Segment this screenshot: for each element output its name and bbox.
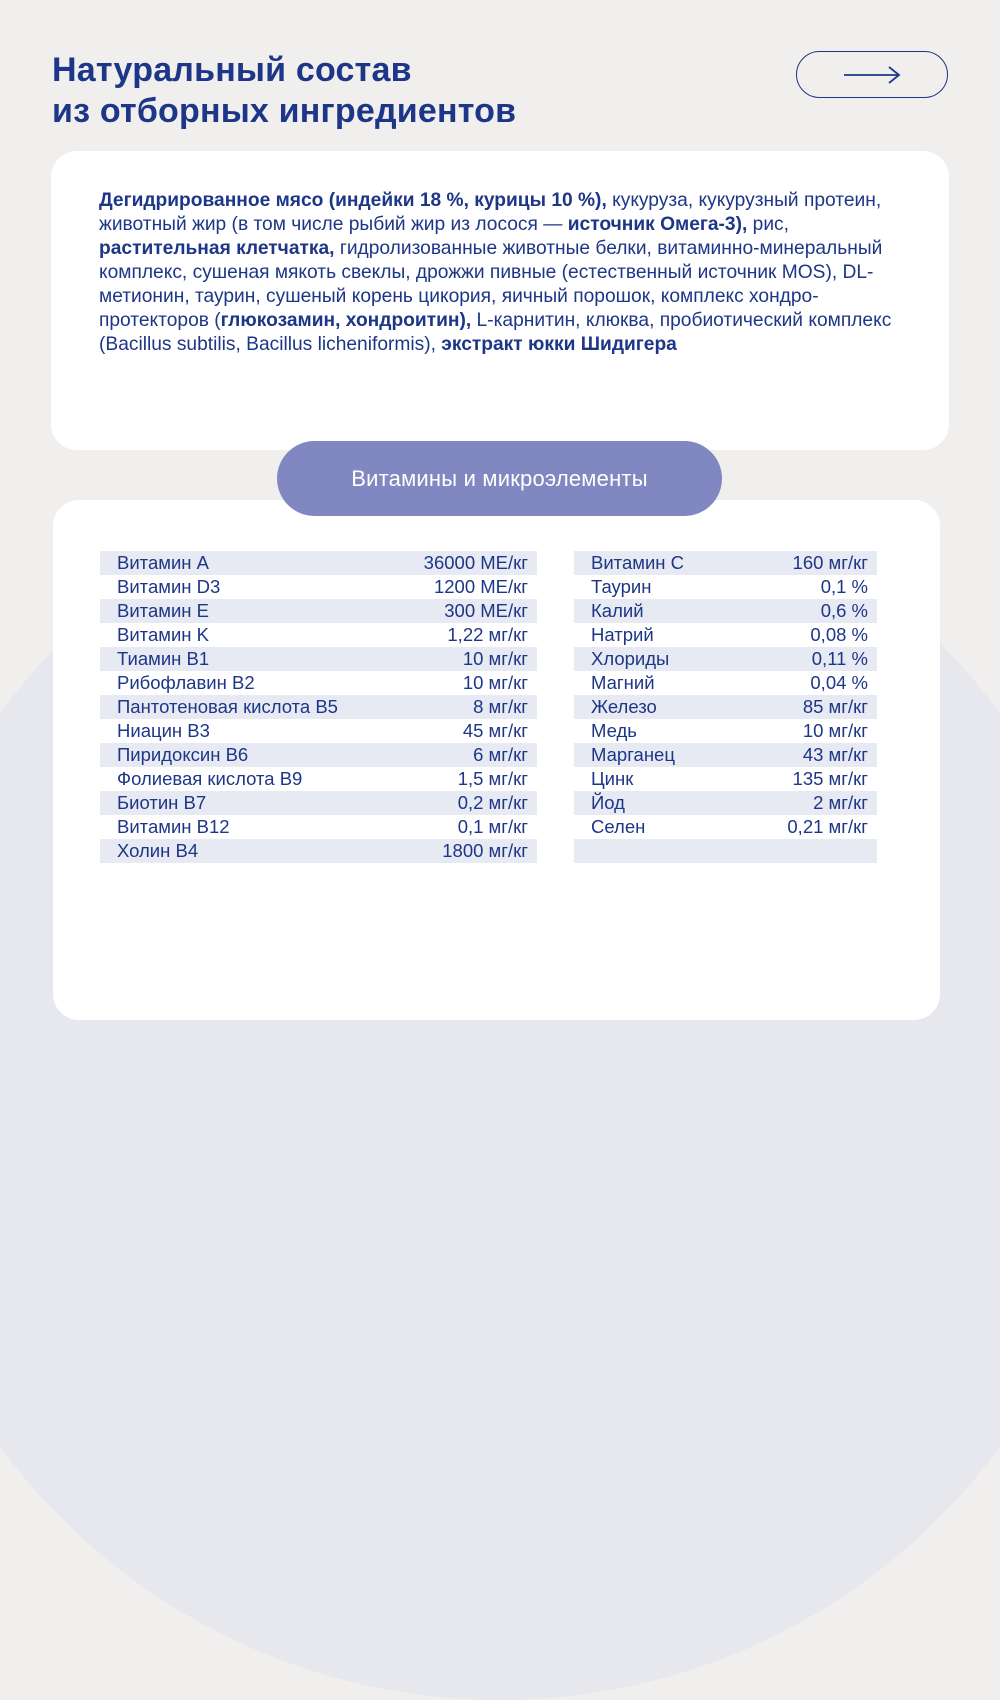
nutrient-row — [574, 839, 877, 863]
arrow-right-icon — [842, 65, 902, 85]
nutrient-value: 0,1 % — [820, 576, 868, 597]
composition-segment: гидролизованные животные белки, витаминно-минеральный комплекс, сушеная мякоть свеклы, дрожжи пивные (естественный источник MOS), DL-метионин, таурин, сушеный корень цикория, яичный порошок, комплекс хондро-протекторов ( — [99, 238, 883, 331]
nutrient-value: 0,08 % — [810, 624, 868, 645]
nutrient-value: 2 мг/кг — [813, 792, 868, 813]
nutrient-name: Калий — [591, 600, 644, 621]
nutrient-row — [100, 695, 537, 719]
nutrient-value: 0,1 мг/кг — [457, 816, 528, 837]
nutrient-name: Натрий — [591, 624, 654, 645]
nutrients-card — [53, 500, 940, 1020]
nutrient-row — [574, 599, 877, 623]
nutrient-value: 10 мг/кг — [462, 648, 528, 669]
nutrient-value: 1800 мг/кг — [442, 840, 528, 861]
nutrient-value: 45 мг/кг — [462, 720, 528, 741]
nutrient-value: 1200 МЕ/кг — [433, 576, 528, 597]
composition-segment: L-карнитин, клюква, пробиотический комплекс (Bacillus subtilis, Bacillus licheniformis), — [99, 310, 892, 355]
nutrients-column-vitamins — [100, 551, 574, 863]
nutrient-name: Холин B4 — [117, 840, 199, 861]
nutrient-name: Йод — [591, 792, 625, 813]
nutrient-value: 10 мг/кг — [802, 720, 868, 741]
nutrient-row — [100, 647, 537, 671]
nutrient-name: Марганец — [591, 744, 675, 765]
nutrient-value: 6 мг/кг — [473, 744, 528, 765]
nutrient-row — [100, 551, 537, 575]
nutrient-name: Пантотеновая кислота B5 — [117, 696, 338, 717]
nutrient-row — [100, 767, 537, 791]
section-label: Витамины и микроэлементы — [277, 441, 722, 516]
nutrient-name: Витамин E — [117, 600, 209, 621]
nutrient-row — [100, 599, 537, 623]
nutrient-row — [574, 767, 877, 791]
nutrient-name: Селен — [591, 816, 646, 837]
nutrient-name: Биотин B7 — [117, 792, 207, 813]
nutrient-row — [574, 647, 877, 671]
nutrient-row — [574, 695, 877, 719]
nutrient-name: Фолиевая кислота B9 — [117, 768, 303, 789]
title-line-2: из отборных ингредиентов — [52, 92, 517, 130]
nutrient-name: Рибофлавин B2 — [117, 672, 255, 693]
composition-segment: кукуруза, кукурузный протеин, животный жир (в том числе рыбий жир из лосося — — [99, 190, 882, 235]
nutrient-name: Таурин — [591, 576, 652, 597]
composition-card — [51, 151, 949, 450]
nutrient-value: 0,21 мг/кг — [787, 816, 868, 837]
nutrient-value: 300 МЕ/кг — [444, 600, 528, 621]
nutrient-value: 160 мг/кг — [792, 552, 868, 573]
composition-highlight: экстракт юкки Шидигера — [441, 334, 677, 355]
nutrient-value: 0,04 % — [810, 672, 868, 693]
nutrient-name: Хлориды — [591, 648, 670, 669]
nutrient-name: Витамин D3 — [117, 576, 221, 597]
nutrient-value: 43 мг/кг — [802, 744, 868, 765]
nutrient-name: Пиридоксин B6 — [117, 744, 249, 765]
nutrient-row — [100, 719, 537, 743]
composition-text — [99, 189, 909, 357]
nutrient-name: Витамин C — [591, 552, 684, 573]
nutrient-row — [574, 623, 877, 647]
nutrient-row — [574, 815, 877, 839]
nutrient-value: 10 мг/кг — [462, 672, 528, 693]
nutrients-table — [100, 551, 877, 863]
nutrient-name: Витамин A — [117, 552, 209, 573]
composition-highlight: растительная клетчатка, — [99, 238, 335, 259]
nutrient-value: 8 мг/кг — [473, 696, 528, 717]
nutrient-row — [574, 575, 877, 599]
nutrient-row — [574, 743, 877, 767]
nutrient-row — [574, 791, 877, 815]
nutrient-value: 1,22 мг/кг — [447, 624, 528, 645]
nutrient-row — [100, 791, 537, 815]
nutrient-row — [100, 839, 537, 863]
nutrients-column-minerals — [574, 551, 877, 863]
nutrient-row — [100, 743, 537, 767]
composition-highlight: глюкозамин, хондроитин), — [220, 310, 472, 331]
nutrient-name: Железо — [591, 696, 657, 717]
nutrient-name: Медь — [591, 720, 637, 741]
composition-segment: рис, — [747, 214, 789, 235]
next-button[interactable] — [796, 51, 948, 98]
composition-highlight: источник Омега-3), — [567, 214, 748, 235]
nutrient-name: Магний — [591, 672, 655, 693]
nutrient-value: 36000 МЕ/кг — [423, 552, 528, 573]
nutrient-value: 135 мг/кг — [792, 768, 868, 789]
nutrient-row — [100, 671, 537, 695]
nutrient-row — [100, 575, 537, 599]
nutrient-value: 0,6 % — [820, 600, 868, 621]
title-line-1: Натуральный состав — [52, 51, 412, 89]
nutrient-row — [574, 671, 877, 695]
composition-highlight: Дегидрированное мясо (индейки 18 %, курицы 10 %), — [99, 190, 607, 211]
nutrient-row — [100, 815, 537, 839]
nutrient-name: Витамин B12 — [117, 816, 230, 837]
nutrient-name: Тиамин B1 — [117, 648, 210, 669]
nutrient-value: 0,11 % — [811, 648, 868, 669]
nutrient-name: Витамин K — [117, 624, 209, 645]
nutrient-name: Цинк — [591, 768, 634, 789]
nutrient-value: 1,5 мг/кг — [457, 768, 528, 789]
nutrient-name: Ниацин B3 — [117, 720, 210, 741]
nutrient-row — [574, 551, 877, 575]
nutrient-value: 85 мг/кг — [802, 696, 868, 717]
page-title — [52, 50, 516, 132]
nutrient-row — [100, 623, 537, 647]
nutrient-row — [574, 719, 877, 743]
nutrient-value: 0,2 мг/кг — [457, 792, 528, 813]
